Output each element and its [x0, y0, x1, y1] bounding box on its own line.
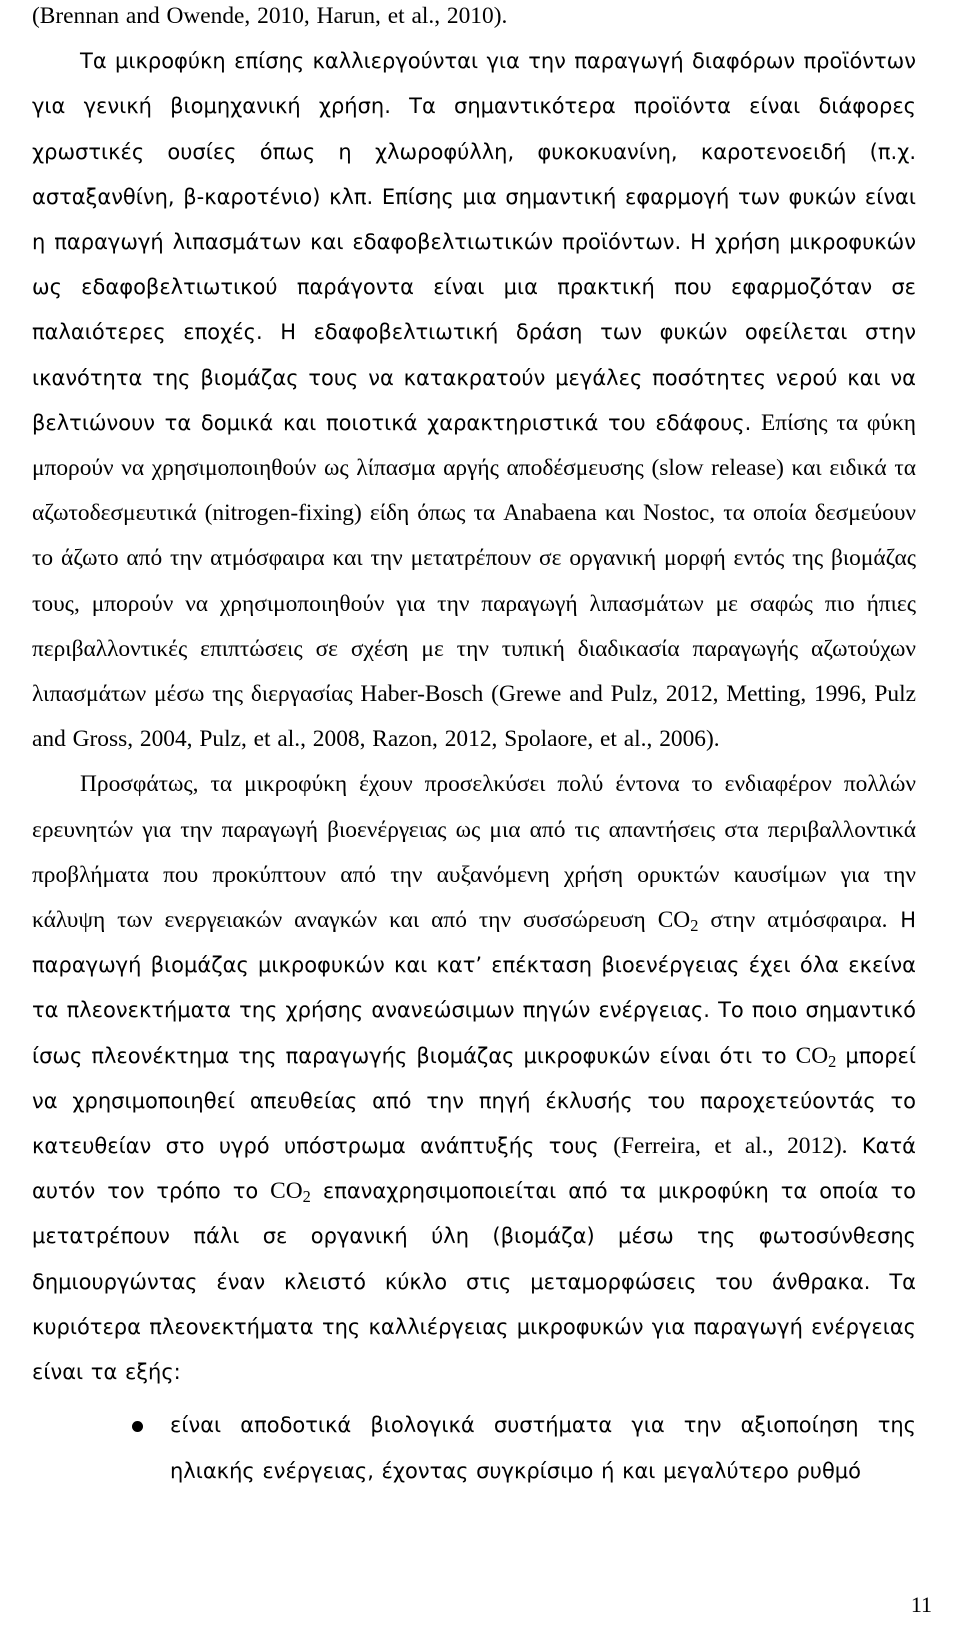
subscript: 2 — [690, 916, 699, 936]
citation: (Ferreira, et al., 2012). — [613, 1133, 848, 1160]
paragraph-text: Κατά αυτόν τον τρόπο το — [32, 1134, 917, 1204]
subscript: 2 — [828, 1051, 837, 1071]
paragraph-industrial-uses — [32, 39, 916, 762]
paragraph-text: Η παραγωγή βιομάζας μικροφυκών και κατ’ επέκταση βιοενέργειας έχει όλα εκείνα τα πλεονεκτήματα της χρήσης ανανεώσιμων πηγών ενέργειας. Το ποιο σημαντικό ίσως πλεονέκτημα της παραγωγής βιομάζας μικροφυκών είναι ότι το — [32, 908, 917, 1068]
page-number: 11 — [910, 1592, 932, 1617]
paragraph-text: στην ατμόσφαιρα. — [698, 907, 888, 934]
paragraph-text: επαναχρησιμοποιείται από τα μικροφύκη τα οποία το μετατρέπουν πάλι σε οργανική ύλη (βιομάζα) μέσω της φωτοσύνθεσης δημιουργώντας έναν κλειστό κύκλο στις μεταμορφώσεις του άνθρακα. Τα κυριότερα πλεονεκτήματα της καλλιέργειας μικροφυκών για παραγωγή ενέργειας είναι τα εξής: — [32, 1179, 916, 1385]
list-item — [32, 1403, 916, 1493]
paragraph-text: Προσφάτως, τα μικροφύκη έχουν προσελκύσει πολύ έντονα το ενδιαφέρον πολλών ερευνητών για την παραγωγή βιοενέργειας ως μια από τις απαντήσεις στα περιβαλλοντικά προβλήματα που προκύπτουν από την αυξανόμενη χρήση ορυκτών καυσίμων για την κάλυψη των ενεργειακών αναγκών και από την συσσώρευση CO — [32, 771, 916, 934]
paragraph-bioenergy — [32, 762, 916, 1395]
citation-line: (Brennan and Owende, 2010, Harun, et al., 2010). — [32, 3, 508, 29]
advantages-list — [32, 1403, 916, 1493]
bullet-icon — [132, 1421, 143, 1432]
document-page — [32, 0, 916, 1643]
subscript: 2 — [302, 1187, 311, 1207]
paragraph-text: Επίσης τα φύκη μπορούν να χρησιμοποιηθούν ως λίπασμα αργής αποδέσμευσης (slow release) και ειδικά τα αζωτοδεσμευτικά (nitrogen-fixing) είδη όπως τα Anabaena και Nostoc, τα οποία δεσμεύουν το άζωτο από την ατμόσφαιρα και την μετατρέπουν σε οργανική μορφή εντός της βιομάζας τους, μπορούν να χρησιμοποιηθούν για την παραγωγή λιπασμάτων με σαφώς πιο ήπιες περιβαλλοντικές επιπτώσεις σε σχέση με την τυπική διαδικασία παραγωγής αζωτούχων λιπασμάτων μέσω της διεργασίας Haber-Bosch (Grewe and Pulz, 2012, Metting, 1996, Pulz and Gross, 2004, Pulz, et al., 2008, Razon, 2012, Spolaore, et al., 2006). — [32, 409, 916, 753]
paragraph-text: μπορεί να χρησιμοποιηθεί απευθείας από την πηγή έκλυσής του παροχετεύοντάς το κατευθείαν στο υγρό υπόστρωμα ανάπτυξής τους — [32, 1043, 916, 1159]
chem-formula: CO — [270, 1178, 303, 1205]
paragraph-text: Τα μικροφύκη επίσης καλλιεργούνται για την παραγωγή διαφόρων προϊόντων για γενική βιομηχανική χρήση. Τα σημαντικότερα προϊόντα είναι διάφορες χρωστικές ουσίες όπως η χλωροφύλλη, φυκοκυανίνη, καροτενοειδή (π.χ. ασταξανθίνη, β-καροτένιο) κλπ. Επίσης μια σημαντική εφαρμογή των φυκών είναι η παραγωγή λιπασμάτων και εδαφοβελτιωτικών προϊόντων. Η χρήση μικροφυκών ως εδαφοβελτιωτικού παράγοντα είναι μια πρακτική που εφαρμοζόταν σε παλαιότερες εποχές. Η εδαφοβελτιωτική δράση των φυκών οφείλεται στην ικανότητα της βιομάζας τους να κατακρατούν μεγάλες ποσότητες νερού και να βελτιώνουν τα δομικά και ποιοτικά χαρακτηριστικά του εδάφους. — [32, 49, 916, 435]
list-item-text: είναι αποδοτικά βιολογικά συστήματα για την αξιοποίηση της ηλιακής ενέργειας, έχοντας συγκρίσιμο ή και μεγαλύτερο ρυθμό — [170, 1413, 916, 1483]
chem-formula: CO — [795, 1042, 829, 1069]
